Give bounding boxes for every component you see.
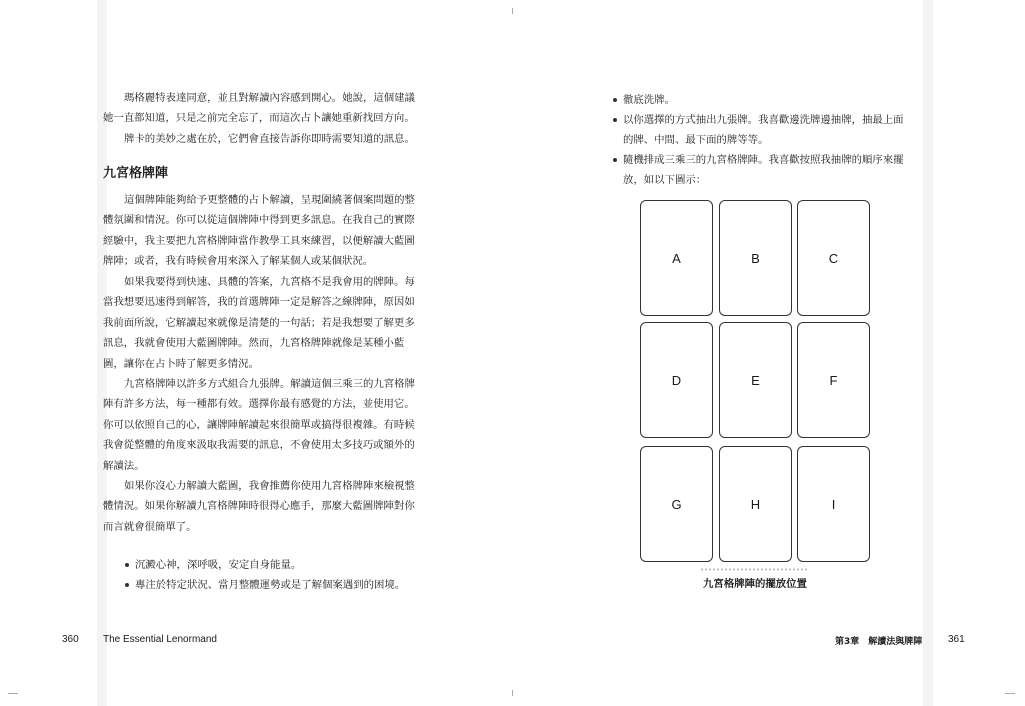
list-item-text: 放，如以下圖示： [623, 174, 707, 186]
text-line: 牌陣；或者，我有時候會用來深入了解某個人或某個狀況。 [103, 255, 374, 268]
crop-mark [8, 693, 18, 694]
text-line: 這個牌陣能夠給予更整體的占卜解讀，呈現圍繞著個案問題的整 [124, 194, 415, 206]
list-item-text: 的牌、中間、最下面的牌等等。 [623, 134, 769, 146]
section-heading: 九宮格牌陣 [103, 166, 169, 181]
text-line: 當我想要迅速得到解答，我的首選牌陣一定是解答之線牌陣，原因如 [103, 296, 415, 309]
gutter-shade [923, 0, 933, 706]
paragraph-4 [103, 476, 440, 537]
text-line: 牌卡的美妙之處在於，它們會直接告訴你即時需要知道的訊息。 [124, 132, 415, 145]
text-line: 陣有許多方法，每一種都有效。選擇你最有感覺的方法，並使用它。 [103, 398, 415, 411]
crop-mark [1005, 693, 1015, 694]
card-position-f: F [797, 322, 870, 438]
list-item: 沉澱心神，深呼吸，安定自身能量。 [124, 555, 405, 575]
bullet-list [124, 555, 405, 596]
text-line: 我會從整體的角度來汲取我需要的訊息，不會使用太多技巧或額外的 [103, 439, 415, 452]
running-title: The Essential Lenormand [103, 634, 217, 645]
text-line: 如果你沒心力解讀大藍圖，我會推薦你使用九宮格牌陣來檢視整 [124, 480, 415, 492]
list-item [612, 110, 904, 150]
text-line: 體氛圍和情況。你可以從這個牌陣中得到更多訊息。在我自己的實際 [103, 214, 415, 227]
text-line: 她一直都知道，只是之前完全忘了，而這次占卜讓她重新找回方向。 [103, 112, 415, 125]
list-item-text: 徹底洗牌。 [623, 94, 675, 106]
figure-caption: 九宮格牌陣的擺放位置 [703, 578, 807, 590]
paragraph-1 [103, 190, 440, 272]
page-number: 360 [62, 634, 79, 645]
paragraph-3 [103, 374, 440, 476]
list-item-text: 隨機排成三乘三的九宮格牌陣。我喜歡按照我抽牌的順序來擺 [623, 154, 904, 166]
card-position-a: A [640, 200, 713, 316]
text-line: 我前面所說，它解讀起來就像是清楚的一句話；若是我想要了解更多 [103, 316, 415, 329]
crop-mark [512, 8, 513, 14]
card-position-h: H [719, 446, 792, 562]
list-item [612, 150, 904, 190]
text-line: 經驗中，我主要把九宮格牌陣當作教學工具來練習，以便解讀大藍圖 [103, 234, 415, 247]
card-position-c: C [797, 200, 870, 316]
card-position-e: E [719, 322, 792, 438]
paragraph-2 [103, 272, 440, 374]
card-position-g: G [640, 446, 713, 562]
card-position-d: D [640, 322, 713, 438]
chapter-label: 第3章 解讀法與牌陣 [835, 637, 923, 647]
text-line: 瑪格麗特表達同意，並且對解讀內容感到開心。她說，這個建議 [124, 92, 415, 104]
text-line: 解讀法。 [103, 459, 145, 472]
intro-paragraph [103, 88, 440, 149]
card-position-b: B [719, 200, 792, 316]
page-number: 361 [948, 634, 965, 645]
list-item-text: 以你選擇的方式抽出九張牌。我喜歡邊洗牌邊抽牌，抽最上面 [623, 114, 904, 126]
text-line: 而言就會很簡單了。 [103, 520, 197, 533]
caption-divider [700, 568, 808, 571]
bullet-list [612, 90, 904, 190]
text-line: 訊息，我就會使用大藍圖牌陣。然而，九宮格牌陣就像是某種小藍 [103, 337, 405, 350]
text-line: 你可以依照自己的心，讓牌陣解讀起來很簡單或搞得很複雜。有時候 [103, 418, 415, 431]
crop-mark [512, 690, 513, 696]
text-line: 圖，讓你在占卜時了解更多情況。 [103, 357, 259, 370]
list-item [612, 90, 904, 110]
card-position-i: I [797, 446, 870, 562]
text-line: 九宮格牌陣以許多方式組合九張牌。解讀這個三乘三的九宮格牌 [124, 378, 415, 390]
list-item: 專注於特定狀況、當月整體運勢或是了解個案遇到的困境。 [124, 575, 405, 595]
text-line: 體情況。如果你解讀九宮格牌陣時很得心應手，那麼大藍圖牌陣對你 [103, 500, 415, 513]
text-line: 如果我要得到快速、具體的答案，九宮格不是我會用的牌陣。每 [124, 276, 415, 288]
